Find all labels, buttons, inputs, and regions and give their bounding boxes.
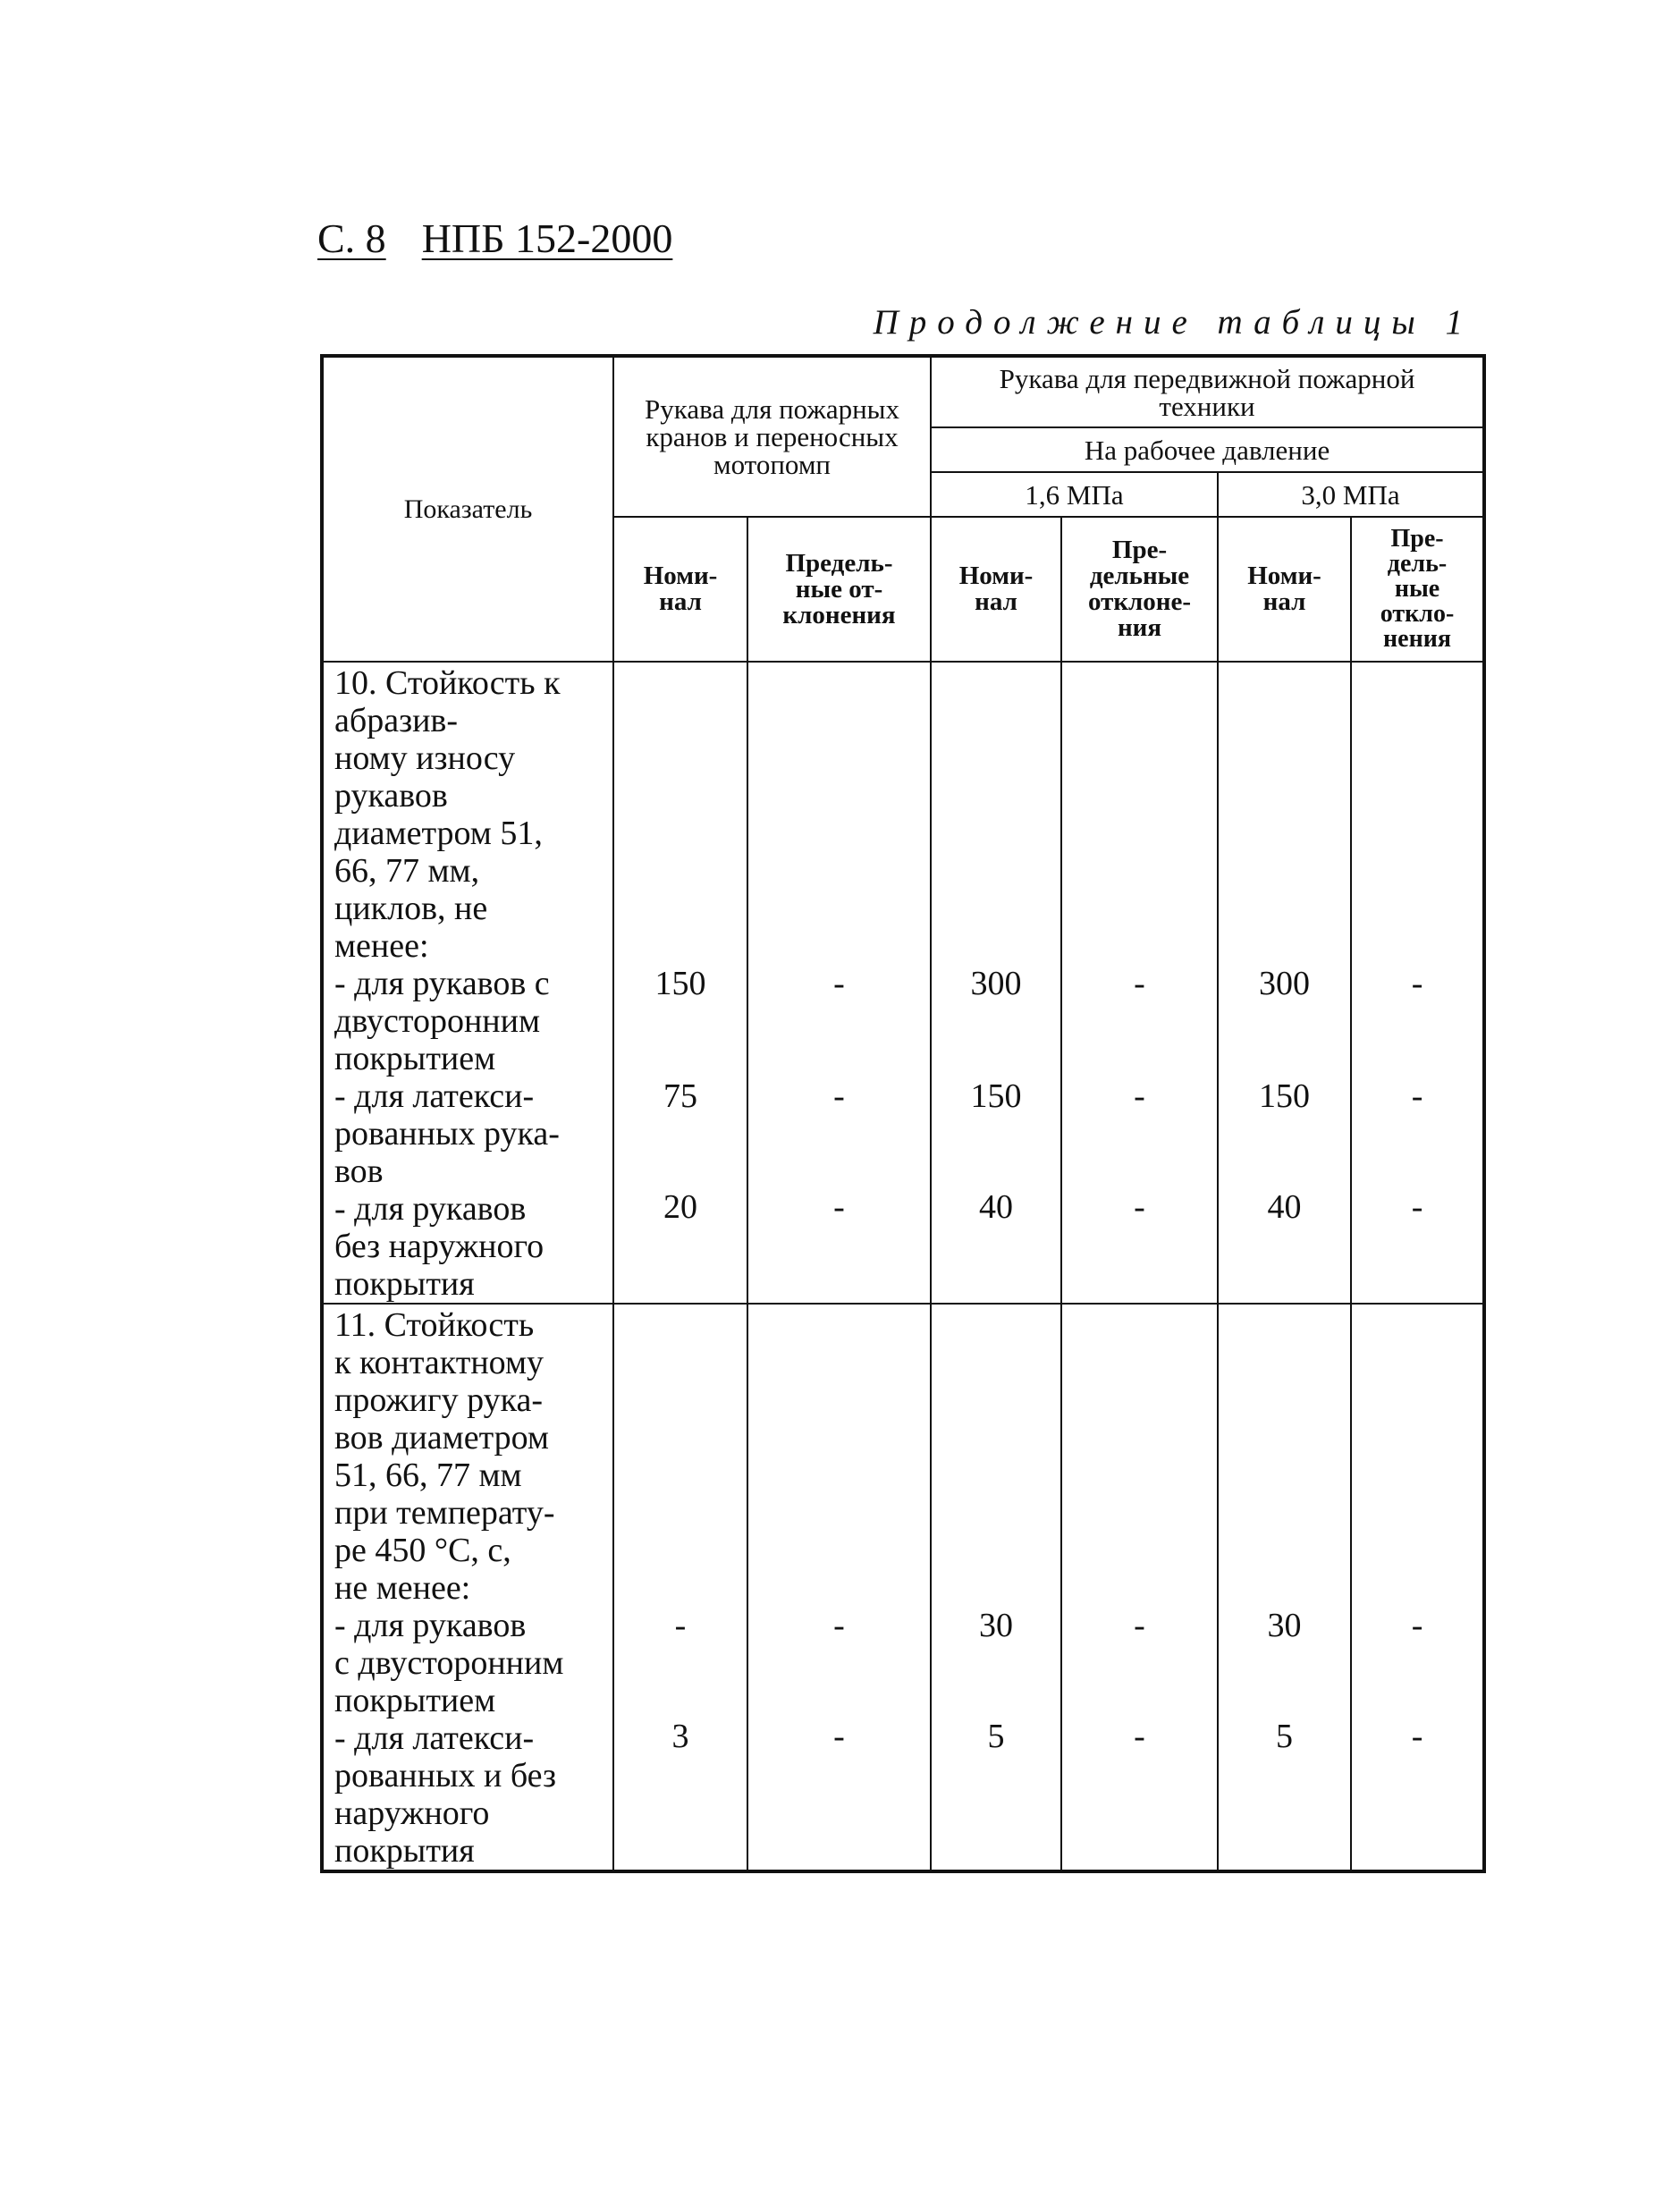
row-parameter-contact-burn-text: 11. Стойкость к контактному прожигу рука- вов диаметром 51, 66, 77 мм при температу- ре 450 °С, с, не менее: - для рукавов с двусторонним покрытием - для латекси- рованных и без наружного покрытия — [334, 1306, 564, 1870]
header-group-mobile-hoses — [931, 356, 1484, 427]
value-cell: 300 — [1259, 965, 1310, 1002]
header-group-hydrant-text: Рукава для пожарных кранов и переносных мотопомп — [645, 393, 899, 480]
value-cell: - — [1411, 1607, 1423, 1644]
header-pressure-3-0: 3,0 МПа — [1218, 472, 1484, 517]
value-cell: - — [674, 1607, 687, 1644]
cell-deviation-3-0 — [1351, 662, 1484, 1304]
header-deviation-3-0-text: Пре- дель- ные откло- нения — [1380, 525, 1455, 653]
value-cell: 40 — [1267, 1188, 1302, 1226]
value-cell: 30 — [1267, 1607, 1302, 1644]
table-continuation-caption: Продолжение таблицы 1 — [873, 303, 1473, 342]
value-cell: 30 — [979, 1607, 1013, 1644]
value-cell: 150 — [1259, 1077, 1310, 1115]
value-cell: - — [833, 1188, 845, 1226]
cell-deviation-hydrant — [747, 1304, 931, 1871]
page-label: С. 8 — [317, 215, 386, 261]
value-cell: - — [1134, 1718, 1145, 1755]
value-cell: - — [1411, 1718, 1423, 1755]
cell-deviation-1-6 — [1061, 662, 1218, 1304]
table-row — [322, 1304, 1484, 1871]
header-pressure-1-6: 1,6 МПа — [931, 472, 1218, 517]
value-cell: 300 — [970, 965, 1022, 1002]
value-cell: 150 — [654, 965, 706, 1002]
cell-nominal-hydrant — [613, 662, 747, 1304]
page-header — [317, 215, 672, 262]
cell-nominal-hydrant — [613, 1304, 747, 1871]
value-cell: - — [833, 1718, 845, 1755]
row-parameter-abrasion — [322, 662, 613, 1304]
header-deviation-hydrant — [747, 517, 931, 662]
header-deviation-1-6-text: Пре- дельные отклоне- ния — [1087, 536, 1192, 642]
value-cell: 5 — [987, 1718, 1005, 1755]
value-cell: - — [1411, 965, 1423, 1002]
cell-nominal-1-6 — [931, 662, 1061, 1304]
cell-deviation-3-0 — [1351, 1304, 1484, 1871]
row-parameter-contact-burn — [322, 1304, 613, 1871]
document-code: НПБ 152-2000 — [421, 215, 673, 261]
value-cell: - — [833, 1607, 845, 1644]
header-nominal-3-0 — [1218, 517, 1351, 662]
header-nominal-hydrant — [613, 517, 747, 662]
value-cell: - — [833, 1077, 845, 1115]
header-deviation-hydrant-text: Предель- ные от- клонения — [782, 548, 896, 629]
value-cell: 75 — [663, 1077, 697, 1115]
value-cell: - — [1134, 1607, 1145, 1644]
header-nominal-hydrant-text: Номи- нал — [643, 562, 718, 616]
value-cell: - — [1134, 1077, 1145, 1115]
table-row — [322, 662, 1484, 1304]
value-cell: 3 — [671, 1718, 689, 1755]
value-cell: 20 — [663, 1188, 697, 1226]
cell-nominal-3-0 — [1218, 662, 1351, 1304]
header-deviation-1-6 — [1061, 517, 1218, 662]
row-parameter-abrasion-text: 10. Стойкость к абразив- ному износу рукавов диаметром 51, 66, 77 мм, циклов, не менее: - для рукавов с двусторонним покрытием - для латекси- рованных рука- вов - для рукавов без наружного покрытия — [334, 664, 561, 1303]
header-group-mobile-text: Рукава для передвижной пожарной техники — [999, 362, 1415, 422]
value-cell: - — [833, 965, 845, 1002]
cell-deviation-1-6 — [1061, 1304, 1218, 1871]
header-nominal-1-6 — [931, 517, 1061, 662]
value-cell: 5 — [1276, 1718, 1293, 1755]
value-cell: - — [1134, 1188, 1145, 1226]
cell-nominal-1-6 — [931, 1304, 1061, 1871]
value-cell: 40 — [979, 1188, 1013, 1226]
value-cell: - — [1411, 1188, 1423, 1226]
header-group-hydrant-hoses — [613, 356, 931, 517]
value-cell: - — [1411, 1077, 1423, 1115]
header-nominal-1-6-text: Номи- нал — [958, 562, 1034, 616]
header-nominal-3-0-text: Номи- нал — [1247, 562, 1321, 616]
value-cell: 150 — [970, 1077, 1022, 1115]
cell-nominal-3-0 — [1218, 1304, 1351, 1871]
value-cell: - — [1134, 965, 1145, 1002]
header-parameter: Показатель — [322, 356, 613, 662]
specification-table — [320, 354, 1486, 1873]
header-working-pressure: На рабочее давление — [931, 427, 1484, 472]
header-deviation-3-0 — [1351, 517, 1484, 662]
cell-deviation-hydrant — [747, 662, 931, 1304]
